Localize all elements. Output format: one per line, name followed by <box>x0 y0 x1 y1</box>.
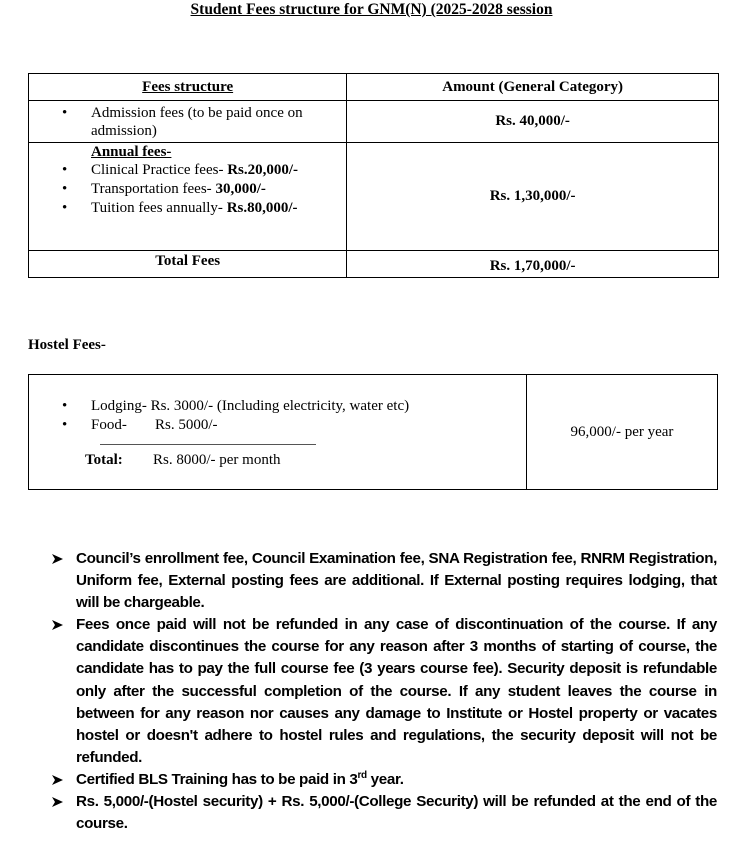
title-text: Student Fees structure for GNM(N) (2025-2028 session <box>190 1 553 18</box>
annual-amount: Rs. 1,30,000/- <box>347 143 719 251</box>
annual-fees-title: Annual fees- <box>91 144 172 160</box>
arrowhead-bullet-icon <box>50 791 66 813</box>
fees-structure-table <box>28 73 719 278</box>
hostel-item-lodging: • Lodging- Rs. 3000/- (Including electricity, water etc) <box>29 397 526 416</box>
hostel-fees-label: Hostel Fees- <box>28 337 106 353</box>
note-item: Rs. 5,000/-(Hostel security) + Rs. 5,000/-(College Security) will be refunded at the end of the course. <box>50 791 717 835</box>
arrowhead-bullet-icon <box>50 614 66 636</box>
list-item: • Tuition fees annually- Rs.80,000/- <box>29 199 346 218</box>
admission-cell <box>29 101 347 143</box>
hostel-total-line: Total: Rs. 8000/- per month <box>85 452 281 468</box>
header-amount: Amount (General Category) <box>347 74 719 101</box>
note-item: Fees once paid will not be refunded in any case of discontinuation of the course. If any candidate discontinues the course for any reason after 3 months of starting of course, the candidate has to pay the full course fee (3 years course fee). Security deposit is refundable only after the successful completion of the course. If any student leaves the course in between for any reason nor causes any damage to Institute or Hostel property or vacates hostel or doesn't adhere to hostel rules and regulations, the security deposit will not be refunded. <box>50 614 717 769</box>
page-title <box>0 0 743 20</box>
arrowhead-bullet-icon <box>50 769 66 791</box>
total-fees-label: Total Fees <box>29 251 347 278</box>
note-item: Council’s enrollment fee, Council Examination fee, SNA Registration fee, RNRM Registration, Uniform fee, External posting fees are additional. If External posting requires lodging, that will be chargeable. <box>50 548 717 614</box>
table-header-row <box>29 74 719 101</box>
header-fees-structure: Fees structure <box>29 74 347 101</box>
note-item: Certified BLS Training has to be paid in 3rd year. <box>50 769 717 791</box>
arrowhead-bullet-icon <box>50 548 66 570</box>
admission-amount: Rs. 40,000/- <box>347 101 719 143</box>
admission-fee-item: • Admission fees (to be paid once on admission) <box>29 104 332 140</box>
table-row-admission <box>29 101 719 143</box>
list-item: • Transportation fees- 30,000/- <box>29 180 346 199</box>
table-row-total <box>29 251 719 278</box>
annual-cell <box>29 143 347 251</box>
total-fees-amount: Rs. 1,70,000/- <box>347 251 719 278</box>
notes-list <box>50 548 717 835</box>
sum-divider <box>100 444 316 445</box>
hostel-yearly-amount: 96,000/- per year <box>527 375 718 490</box>
hostel-item-food: • Food- Rs. 5000/- <box>29 416 526 435</box>
table-row-annual <box>29 143 719 251</box>
hostel-fees-table <box>28 374 718 490</box>
hostel-breakdown-cell <box>29 375 527 490</box>
list-item: • Clinical Practice fees- Rs.20,000/- <box>29 161 346 180</box>
